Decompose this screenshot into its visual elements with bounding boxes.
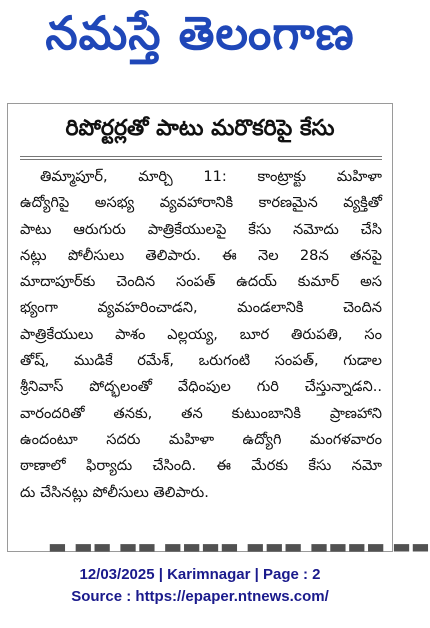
article-line: వారందరితో తనకు, తన కుటుంబానికి ప్రాణహాని (20, 404, 382, 422)
edition-info: 12/03/2025 | Karimnagar | Page : 2 (79, 566, 321, 583)
article-line: భ్యంగా వ్యవహరించాడని, మండలానికి చెందిన (20, 299, 382, 317)
article-line: ఉందంటూ సదరు మహిళా ఉద్యోగి మంగళవారం (20, 430, 382, 448)
newspaper-masthead: నమస్తే తెలంగాణ (45, 6, 355, 60)
article-line: తోష్, ముడికే రమేశ్, ఒరుగంటి సంపత్, గుడాల (20, 352, 382, 370)
headline-divider-top (20, 156, 382, 157)
article-headline: రిపోర్టర్లతో పాటు మరొకరిపై కేసు (65, 116, 335, 141)
source-link[interactable]: Source : https://epaper.ntnews.com/ (71, 588, 329, 605)
article-line: ఉద్యోగిపై అసభ్య వ్యవహారానికి కారణమైన వ్యక్తితో (20, 194, 382, 212)
article-clipping (7, 103, 430, 558)
headline-divider-bottom (20, 159, 382, 160)
article-line: మాదాపూర్‌కు చెందిన సంపత్ ఉదయ్ కుమార్ అస (20, 273, 382, 291)
article-line: పాటు ఆరుగురు పాత్రికేయులపై కేసు నమోదు చేసి (20, 220, 382, 238)
article-line: నట్లు పోలీసులు తెలిపారు. ఈ నెల 28న తనపై (20, 246, 382, 264)
article-body (20, 164, 382, 506)
article-line: పాత్రికేయులు పాశం ఎల్లయ్య, బూర తిరుపతి, సం (20, 325, 382, 343)
article-line: దు చేసినట్లు పోలీసులు తెలిపారు. (20, 483, 209, 501)
article-line: శ్రీనివాస్ పోద్భలంతో వేధింపుల గురి చేస్తున్నాడని.. (20, 378, 382, 396)
article-line: ఠాణాలో ఫిర్యాదు చేసింది. ఈ మేరకు కేసు నమో (20, 457, 382, 475)
cutoff-next-headline: ▬ ▬▬ ▬▬ ▬▬▬▬ ▬▬▬ ▬▬▬▬ ▬▬ (48, 534, 430, 558)
article-line: తిమ్మాపూర్, మార్చి 11: కాంట్రాక్టు మహిళా (40, 168, 382, 185)
